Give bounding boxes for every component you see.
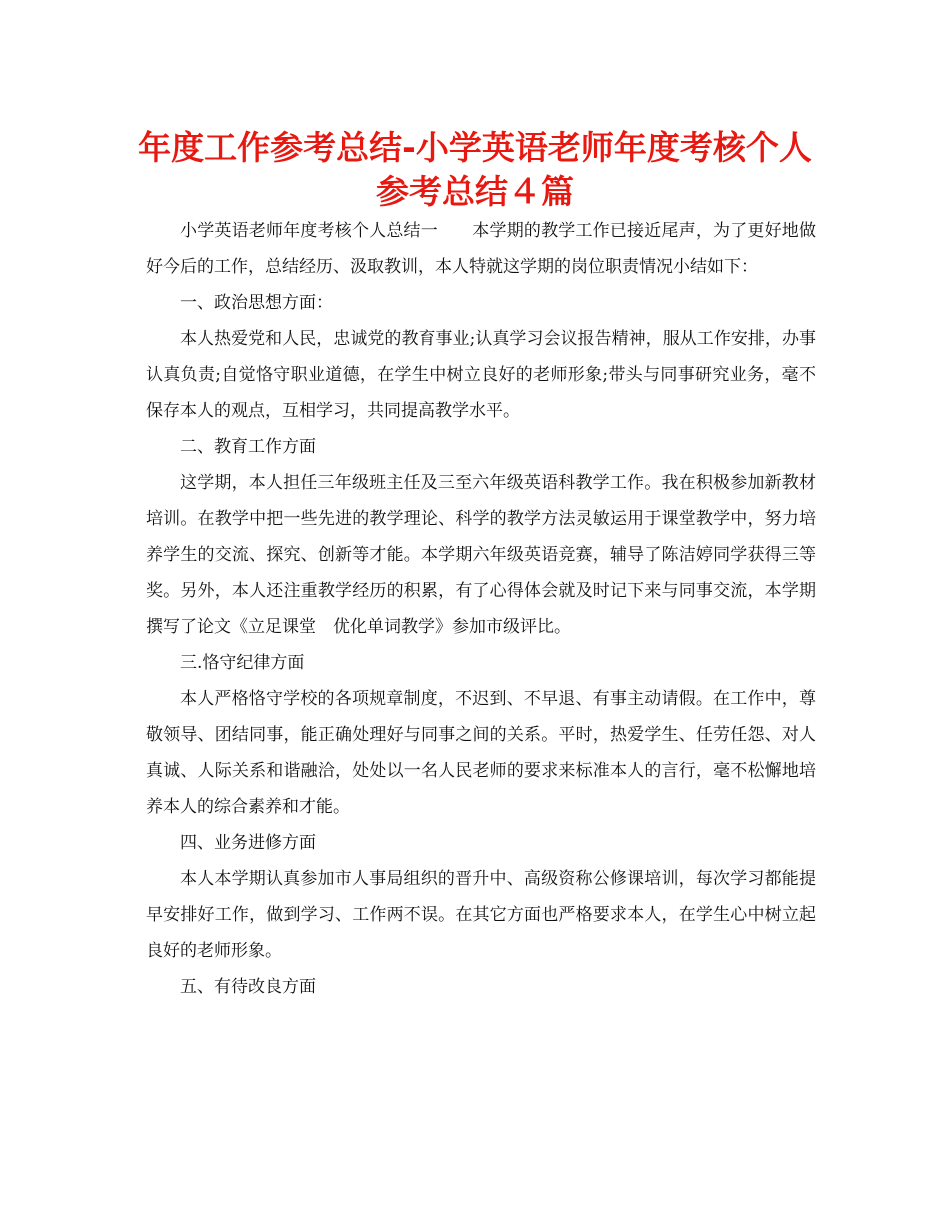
teaching-paragraph: 这学期，本人担任三年级班主任及三至六年级英语科教学工作。我在积极参加新教材培训。在教学中把一些先进的教学理论、科学的教学方法灵敏运用于课堂教学中，努力培养学生的交流、探究、创新等才能。本学期六年级英语竞赛，辅导了陈洁婷同学获得三等奖。另外，本人还注重教学经历的积累，有了心得体会就及时记下来与同事交流，本学期撰写了论文《立足课堂 优化单词教学》参加市级评比。 bbox=[146, 473, 816, 637]
document-body bbox=[146, 213, 816, 1005]
document-title-line-2: 参考总结４篇 bbox=[376, 172, 574, 211]
discipline-paragraph: 本人严格恪守学校的各项规章制度，不迟到、不早退、有事主动请假。在工作中，尊敬领导、团结同事，能正确处理好与同事之间的关系。平时，热爱学生、任劳任怨、对人真诚、人际关系和谐融洽，处处以一名人民老师的要求来标准本人的言行，毫不松懈地培养本人的综合素养和才能。 bbox=[146, 689, 816, 817]
section-heading-training: 四、业务进修方面 bbox=[180, 833, 316, 853]
training-paragraph: 本人本学期认真参加市人事局组织的晋升中、高级资称公修课培训，每次学习都能提早安排好工作，做到学习、工作两不误。在其它方面也严格要求本人，在学生心中树立起良好的老师形象。 bbox=[146, 869, 816, 961]
section-heading-teaching: 二、教育工作方面 bbox=[180, 437, 316, 457]
section-heading-improvement: 五、有待改良方面 bbox=[180, 977, 316, 997]
section-heading-discipline: 三.恪守纪律方面 bbox=[180, 653, 305, 673]
intro-paragraph: 小学英语老师年度考核个人总结一 本学期的教学工作已接近尾声，为了更好地做好今后的工作，总结经历、汲取教训，本人特就这学期的岗位职责情况小结如下： bbox=[146, 221, 816, 277]
section-heading-politics: 一、政治思想方面： bbox=[180, 293, 333, 313]
politics-paragraph: 本人热爱党和人民，忠诚党的教育事业;认真学习会议报告精神，服从工作安排，办事认真负责;自觉恪守职业道德，在学生中树立良好的老师形象;带头与同事研究业务，毫不保存本人的观点，互相学习，共同提高教学水平。 bbox=[146, 329, 816, 421]
document-title-line-1: 年度工作参考总结-小学英语老师年度考核个人 bbox=[138, 128, 812, 167]
